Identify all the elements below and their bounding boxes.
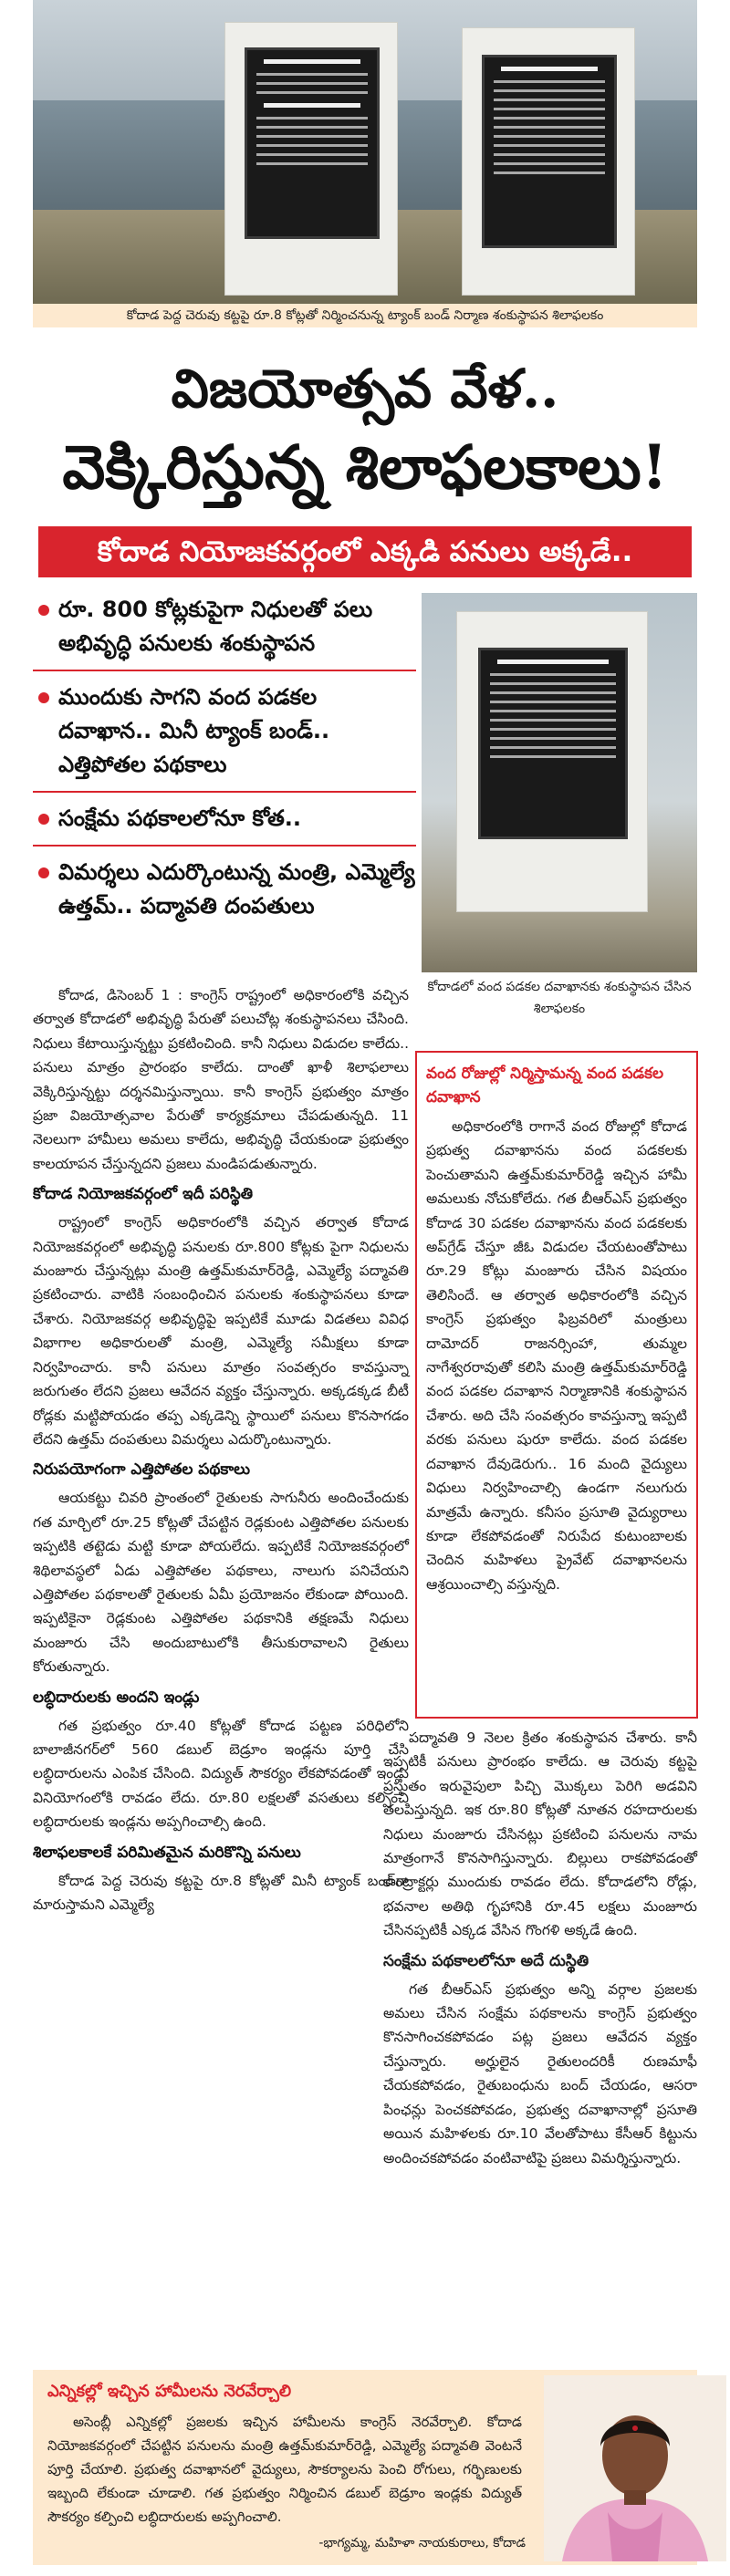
top-photo-caption: కోదాడ పెద్ద చెరువు కట్టపై రూ.8 కోట్లతో నిర్మించనున్న ట్యాంక్ బండ్ నిర్మాణ శంకుస్థాపన శిలాఫలకం: [33, 304, 697, 327]
hospital-sidebar-box: [415, 1051, 698, 1719]
quote-body: అసెంబ్లీ ఎన్నికల్లో ప్రజలకు ఇచ్చిన హామీలను కాంగ్రెస్ నెరవేర్చాలి. కోదాడ నియోజకవర్గంలో చేపట్టిన పనులను మంత్రి ఉత్తమ్‌కుమార్‌రెడ్డి, ఎమ్మెల్యే పద్మావతి వెంటనే పూర్తి చేయాలి. ప్రభుత్వ దవాఖానలో వైద్యులు, సౌకర్యాలను పెంచి రోగులు, గర్భిణులకు ఇబ్బంది లేకుండా చూడాలి. గత ప్రభుత్వం నిర్మించిన డబుల్ బెడ్రూం ఇండ్లకు విద్యుత్ సౌకర్యం కల్పించి లబ్ధిదారులకు అప్పగించాలి.: [47, 2414, 522, 2525]
bullet-item: రూ. 800 కోట్లకుపైగా నిధులతో పలు అభివృద్ధి పనులకు శంకుస్థాపన: [33, 593, 416, 660]
quote-box: [33, 2370, 697, 2565]
bullet-dot-icon: [38, 605, 49, 616]
article-column-right: [383, 1726, 697, 2170]
section-heading: నిరుపయోగంగా ఎత్తిపోతల పథకాలు: [33, 1460, 251, 1480]
right-photo-caption: కోదాడలో వంద పడకల దవాఖానకు శంకుస్థాపన చేసిన శిలాఫలకం: [427, 980, 692, 1016]
section-heading: కోదాడ నియోజకవర్గంలో ఇదీ పరిస్థితి: [33, 1185, 254, 1204]
article-paragraph: కోదాడ, డిసెంబర్ 1 : కాంగ్రెస్ రాష్ట్రంలో అధికారంలోకి వచ్చిన తర్వాత కోదాడలో అభివృద్ధి పేరుతో పలుచోట్ల శంకుస్థాపనలు చేసింది. నిధులు కేటాయిస్తున్నట్టు ప్రకటించింది. కానీ నిధులు విడుదల కాలేదు.. పనులు మాత్రం ప్రారంభం కాలేదు. దాంతో ఖాళీ శిలాఫలాలు వెక్కిరిస్తున్నట్టు దర్శనమిస్తున్నాయి. కానీ కాంగ్రెస్ ప్రభుత్వం మాత్రం ప్రజా విజయోత్సవాల పేరుతో కార్యక్రమాలు చేపడుతున్నది. 11 నెలలుగా హామీలు అమలు కాలేదు, అభివృద్ధి చేయకుండా ప్రభుత్వం కాలయాపన చేస్తున్నదని ప్రజలు మండిపడుతున్నారు.: [33, 987, 409, 1172]
subheadline-banner: కోదాడ నియోజకవర్గంలో ఎక్కడి పనులు అక్కడే..: [38, 526, 692, 577]
bullet-dot-icon: [38, 867, 49, 878]
portrait-photo: [544, 2375, 726, 2561]
quote-signature: -భాగ్యమ్మ, మహిళా నాయకురాలు, కోదాడ: [318, 2536, 526, 2550]
article-paragraph: గత బీఆర్‌ఎస్ ప్రభుత్వం అన్ని వర్గాల ప్రజలకు అమలు చేసిన సంక్షేమ పథకాలను కాంగ్రెస్ ప్రభుత్వం కొనసాగించకపోవడం పట్ల ప్రజలు ఆవేదన వ్యక్తం చేస్తున్నారు. అర్హులైన రైతులందరికీ రుణమాఫీ చేయకపోవడం, రైతుబంధును బంద్ చేయడం, ఆసరా పింఛన్లు పెంచకపోవడం, ప్రభుత్వ దవాఖానాల్లో ప్రసూతి అయిన మహిళలకు రూ.10 వేలతోపాటు కేసీఆర్ కిట్టును అందించకపోవడం వంటివాటిపై ప్రజలు విమర్శిస్తున్నారు.: [383, 1980, 697, 2166]
article-column-left: [33, 983, 409, 1918]
section-heading: సంక్షేమ పథకాలలోనూ అదే దుస్థితి: [383, 1951, 589, 1970]
bullet-item: విమర్శలు ఎదుర్కొంటున్న మంత్రి, ఎమ్మెల్యే ఉత్తమ్.. పద్మావతి దంపతులు: [33, 856, 416, 923]
bullet-item: సంక్షేమ పథకాలలోనూ కోత..: [33, 802, 416, 836]
section-heading: లబ్ధిదారులకు అందని ఇండ్లు: [33, 1688, 200, 1707]
bullet-dot-icon: [38, 692, 49, 703]
headline-line2: వెక్కిరిస్తున్న శిలాఫలకాలు!: [62, 431, 668, 503]
section-heading: శిలాఫలకాలకే పరిమితమైన మరికొన్ని పనులు: [33, 1843, 301, 1862]
article-paragraph: ఆయకట్టు చివరి ప్రాంతంలో రైతులకు సాగునీరు అందించేందుకు గత మార్చిలో రూ.25 కోట్లతో చేపట్టిన రెడ్లకుంట ఎత్తిపోతల పనులకు ఇప్పటికి తట్టెడు మట్టి కూడా పోయలేదు. ఇప్పటికే నియోజకవర్గంలో శిథిలావస్థలో ఏడు ఎత్తిపోతల పథకాలు, నాలుగు పనిచేయని ఎత్తిపోతల పథకాలతో రైతులకు ఏమీ ప్రయోజనం లేకుండా పోయింది. ఇప్పటికైనా రెడ్లకుంట ఎత్తిపోతల పథకానికి తక్షణమే నిధులు మంజూరు చేసి అందుబాటులోకి తీసుకురావాలని రైతులు కోరుతున్నారు.: [33, 1490, 409, 1676]
quote-title: ఎన్నికల్లో ఇచ్చిన హామీలను నెరవేర్చాలి: [47, 2382, 292, 2401]
headline-line1: విజయోత్సవ వేళ..: [171, 358, 559, 420]
bullet-list: [33, 593, 416, 932]
article-paragraph: రాష్ట్రంలో కాంగ్రెస్ అధికారంలోకి వచ్చిన తర్వాత కోదాడ నియోజకవర్గంలో అభివృద్ధి పనులకు రూ.800 కోట్లకు పైగా నిధులను మంజూరు చేస్తున్నట్లు మంత్రి ఉత్తమ్‌కుమార్‌రెడ్డి, ఎమ్మెల్యే పద్మావతి ప్రకటించారు. వాటికి సంబంధించిన పనులకు శంకుస్థాపనలు కూడా చేశారు. నియోజకవర్గ అభివృద్ధిపై ఇప్పటికే మూడు విడతలు వివిధ విభాగాల అధికారులతో మంత్రి, ఎమ్మెల్యే సమీక్షలు కూడా నిర్వహించారు. కానీ పనులు మాత్రం సంవత్సరం కావస్తున్నా జరుగుతం లేదని ప్రజలు ఆవేదన వ్యక్తం చేస్తున్నారు. అక్కడక్కడ బీటీ రోడ్లకు మట్టిపోయడం తప్ప ఎక్కడెన్ని స్థాయిలో పనులు కొనసాగడం లేదని ఉత్తమ్ దంపతులు విమర్శలు ఎదుర్కొంటున్నారు.: [33, 1214, 409, 1448]
tank-bund-plaque-photo: [33, 0, 697, 304]
article-paragraph: కోదాడ పెద్ద చెరువు కట్టపై రూ.8 కోట్లతో మినీ ట్యాంక్ బండ్‌గా మారుస్తామని ఎమ్మెల్యే: [33, 1872, 409, 1913]
box-body: అధికారంలోకి రాగానే వంద రోజుల్లో కోదాడ ప్రభుత్వ దవాఖానను వంద పడకలకు పెంచుతామని ఉత్తమ్‌కుమార్‌రెడ్డి ఇచ్చిన హామీ అమలుకు నోచుకోలేదు. గత బీఆర్‌ఎస్ ప్రభుత్వం కోదాడ 30 పడకల దవాఖానను వంద పడకలకు అప్‌గ్రేడ్ చేస్తూ జీఓ విడుదల చేయటంతోపాటు రూ.29 కోట్లు మంజూరు చేసిన విషయం తెలిసిందే. ఆ తర్వాత అధికారంలోకి వచ్చిన కాంగ్రెస్ ప్రభుత్వం ఫిబ్రవరిలో మంత్రులు దామోదర్ రాజనర్సింహా, తుమ్మల నాగేశ్వరరావుతో కలిసి మంత్రి ఉత్తమ్‌కుమార్‌రెడ్డి వంద పడకల దవాఖాన నిర్మాణానికి శంకుస్థాపన చేశారు. అది చేసి సంవత్సరం కావస్తున్నా ఇప్పటి వరకు పనులు షురూ కాలేదు. వంద పడకల దవాఖాన దేవుడెరుగు.. 16 మంది వైద్యులు విధులు నిర్వహించాల్సి ఉండగా నలుగురు మాత్రమే ఉన్నారు. కనీసం ప్రసూతి వైద్యురాలు కూడా లేకపోవడంతో నిరుపేద కుటుంబాలకు చెందిన మహిళలు ప్రైవేట్ దవాఖానలను ఆశ్రయించాల్సి వస్తున్నది.: [426, 1118, 687, 1593]
box-title: వంద రోజుల్లో నిర్మిస్తామన్న వంద పడకల దవాఖాన: [426, 1065, 664, 1106]
article-paragraph: గత ప్రభుత్వం రూ.40 కోట్లతో కోదాడ పట్టణ పరిధిలోని బాలాజీనగర్‌లో 560 డబుల్ బెడ్రూం ఇండ్లను పూర్తి చేసి లబ్ధిదారులను ఎంపిక చేసింది. విద్యుత్ సౌకర్యం లేకపోవడంతో ఇండ్లు వినియోగంలోకి రావడం లేదు. రూ.80 లక్షలతో వసతులు కల్పించి లబ్ధిదారులకు ఇండ్లను అప్పగించాల్సి ఉంది.: [33, 1717, 409, 1831]
bullet-item: ముందుకు సాగని వంద పడకల దవాఖాన.. మినీ ట్యాంక్ బండ్.. ఎత్తిపోతల పథకాలు: [33, 680, 416, 782]
hospital-plaque-photo: [422, 593, 697, 972]
article-paragraph: పద్మావతి 9 నెలల క్రితం శంకుస్థాపన చేశారు. కానీ ఇప్పటికీ పనులు ప్రారంభం కాలేదు. ఆ చెరువు కట్టపై ప్రస్తుతం ఇరువైపులా పిచ్చి మొక్కలు పెరిగి అడవిని తలపిస్తున్నది. ఇక రూ.80 కోట్లతో నూతన రహదారులకు నిధులు మంజూరు చేసినట్లు ప్రకటించి పనులను నామ మాత్రంగానే కొనసాగిస్తున్నారు. బిల్లులు రాకపోవడంతో కాంట్రాక్టర్లు ముందుకు రావడం లేదు. కోదాడలోని రోడ్లు, భవనాల అతిథి గృహానికి రూ.45 లక్షలు మంజూరు చేసినప్పటికీ ఎక్కడ వేసిన గొంగళి అక్కడే ఉంది.: [383, 1729, 697, 1939]
bullet-dot-icon: [38, 814, 49, 825]
